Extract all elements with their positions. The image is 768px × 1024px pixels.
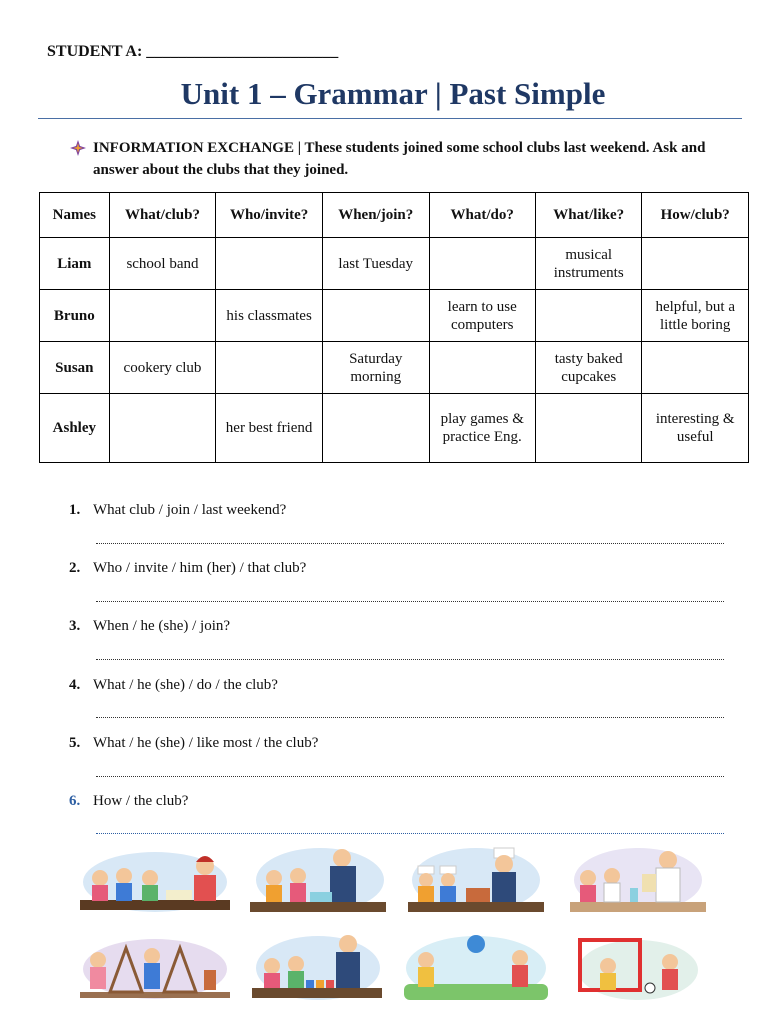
reading-club-illustration (80, 848, 230, 916)
table-header: How/club? (642, 193, 749, 238)
table-header: What/do? (429, 193, 535, 238)
table-cell: musical instruments (535, 238, 642, 290)
table-header: Who/invite? (216, 193, 323, 238)
table-row (40, 342, 749, 394)
chemistry-club-illustration (570, 844, 706, 916)
question-text: When / he (she) / join? (93, 618, 231, 634)
table-cell: Susan (40, 342, 110, 394)
question-number: 6. (69, 793, 81, 809)
question-text: What / he (she) / do / the club? (93, 677, 278, 693)
art-club-illustration (80, 934, 230, 1004)
question-number: 1. (69, 502, 81, 518)
table-row (40, 290, 749, 342)
table-cell (429, 342, 535, 394)
information-table (39, 192, 749, 463)
table-header: What/club? (109, 193, 216, 238)
table-cell: interesting & useful (642, 394, 749, 463)
sparkle-bullet-icon (70, 140, 86, 156)
instruction-text: INFORMATION EXCHANGE | These students joined some school clubs last weekend. Ask and answer about the clubs that they joined. (93, 140, 706, 178)
question-number: 2. (69, 560, 81, 576)
table-row (40, 238, 749, 290)
page-title: Unit 1 – Grammar | Past Simple (180, 76, 606, 111)
table-header: Names (40, 193, 110, 238)
question-1 (69, 502, 286, 519)
football-club-illustration (574, 932, 700, 1004)
table-cell: his classmates (216, 290, 323, 342)
illustrations-area (0, 840, 768, 1024)
question-number: 5. (69, 735, 81, 751)
table-cell (216, 238, 323, 290)
table-header-row (40, 193, 749, 238)
question-6 (69, 793, 188, 810)
table-cell (429, 238, 535, 290)
table-header: What/like? (535, 193, 642, 238)
question-2 (69, 560, 306, 577)
question-text: How / the club? (93, 793, 189, 809)
cooking-club-illustration (408, 844, 544, 916)
math-club-illustration (252, 932, 382, 1004)
table-header: When/join? (322, 193, 429, 238)
question-4 (69, 677, 278, 694)
table-cell (109, 394, 216, 463)
table-cell: tasty baked cupcakes (535, 342, 642, 394)
table-cell: helpful, but a little boring (642, 290, 749, 342)
table-cell (535, 394, 642, 463)
table-cell: last Tuesday (322, 238, 429, 290)
table-cell (642, 238, 749, 290)
answer-line-2[interactable] (96, 599, 724, 602)
table-cell (535, 290, 642, 342)
science-club-illustration (250, 844, 386, 916)
answer-line-1[interactable] (96, 541, 724, 544)
table-cell: her best friend (216, 394, 323, 463)
answer-line-6[interactable] (96, 831, 724, 834)
question-text: Who / invite / him (her) / that club? (93, 560, 307, 576)
question-3 (69, 618, 230, 635)
table-cell (322, 290, 429, 342)
table-cell (216, 342, 323, 394)
question-number: 4. (69, 677, 81, 693)
table-cell: Ashley (40, 394, 110, 463)
table-cell (109, 290, 216, 342)
question-text: What / he (she) / like most / the club? (93, 735, 319, 751)
table-row (40, 394, 749, 463)
table-cell: Liam (40, 238, 110, 290)
table-cell: Bruno (40, 290, 110, 342)
table-cell (322, 394, 429, 463)
table-cell: cookery club (109, 342, 216, 394)
volleyball-club-illustration (404, 932, 548, 1004)
answer-line-3[interactable] (96, 657, 724, 660)
answer-line-4[interactable] (96, 715, 724, 718)
table-cell: learn to use computers (429, 290, 535, 342)
question-text: What club / join / last weekend? (93, 502, 287, 518)
student-label: STUDENT A: ________________________ (47, 43, 339, 60)
table-cell: school band (109, 238, 216, 290)
table-cell: play games & practice Eng. (429, 394, 535, 463)
question-5 (69, 735, 318, 752)
table-cell: Saturday morning (322, 342, 429, 394)
question-number: 3. (69, 618, 81, 634)
answer-line-5[interactable] (96, 774, 724, 777)
title-divider (38, 118, 742, 119)
table-cell (642, 342, 749, 394)
